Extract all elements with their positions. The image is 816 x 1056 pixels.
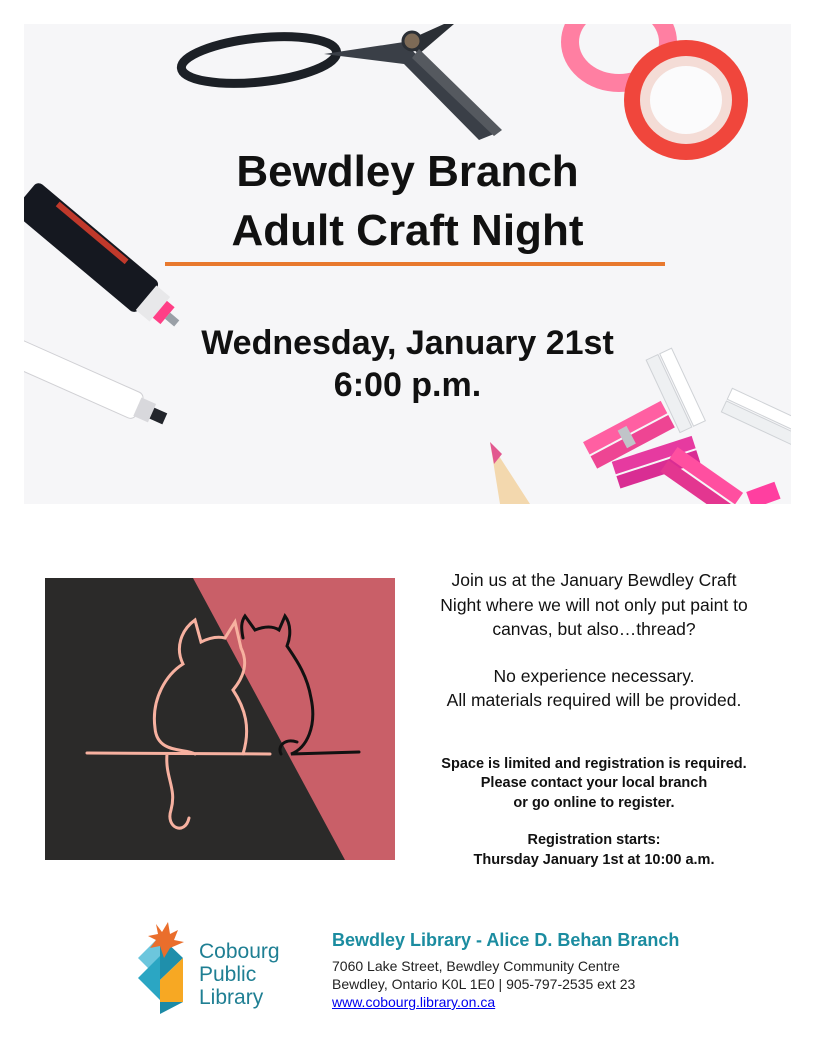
library-website-link[interactable]: www.cobourg.library.on.ca bbox=[332, 994, 496, 1010]
notes-paragraph bbox=[404, 664, 784, 713]
registration-start bbox=[404, 831, 784, 870]
event-time: 6:00 p.m. bbox=[333, 366, 482, 404]
notes-line: No experience necessary. bbox=[493, 665, 695, 686]
branch-address bbox=[332, 957, 802, 993]
address-line: Bewdley, Ontario K0L 1E0 | 905-797-2535 ext 23 bbox=[332, 976, 636, 992]
branch-contact bbox=[332, 928, 802, 1012]
tape-roll-icon bbox=[561, 24, 748, 160]
library-logo-text bbox=[199, 940, 280, 1009]
event-date: Wednesday, January 21st bbox=[201, 324, 614, 362]
branch-name: Bewdley Library - Alice D. Behan Branch bbox=[332, 930, 680, 950]
pencil-icon bbox=[490, 442, 530, 504]
notes-line: All materials required will be provided. bbox=[446, 690, 742, 710]
title-line: Bewdley Branch bbox=[236, 147, 579, 196]
intro-line: Join us at the January Bewdley Craft bbox=[451, 570, 737, 590]
registration-line: Space is limited and registration is required. bbox=[441, 755, 747, 772]
address-line: 7060 Lake Street, Bewdley Community Centre bbox=[332, 958, 620, 974]
intro-paragraph bbox=[404, 568, 784, 642]
logo-line: Library bbox=[199, 986, 264, 1009]
registration-start-line: Thursday January 1st at 10:00 a.m. bbox=[473, 851, 715, 868]
registration-line: or go online to register. bbox=[513, 794, 675, 811]
title-divider bbox=[165, 262, 665, 266]
logo-line: Public bbox=[199, 963, 257, 986]
cat-embroidery-artwork bbox=[45, 578, 395, 860]
intro-line: canvas, but also…thread? bbox=[492, 619, 696, 639]
registration-line: Please contact your local branch bbox=[480, 775, 708, 791]
registration-note bbox=[404, 755, 784, 814]
scissors-icon bbox=[179, 24, 502, 140]
hero-banner bbox=[24, 24, 791, 504]
intro-line: Night where we will not only put paint to bbox=[440, 594, 748, 615]
event-datetime bbox=[24, 322, 791, 406]
title-line: Adult Craft Night bbox=[231, 206, 584, 255]
logo-line: Cobourg bbox=[199, 940, 280, 963]
event-title bbox=[24, 142, 791, 260]
registration-start-line: Registration starts: bbox=[527, 832, 661, 848]
event-description bbox=[404, 568, 784, 870]
